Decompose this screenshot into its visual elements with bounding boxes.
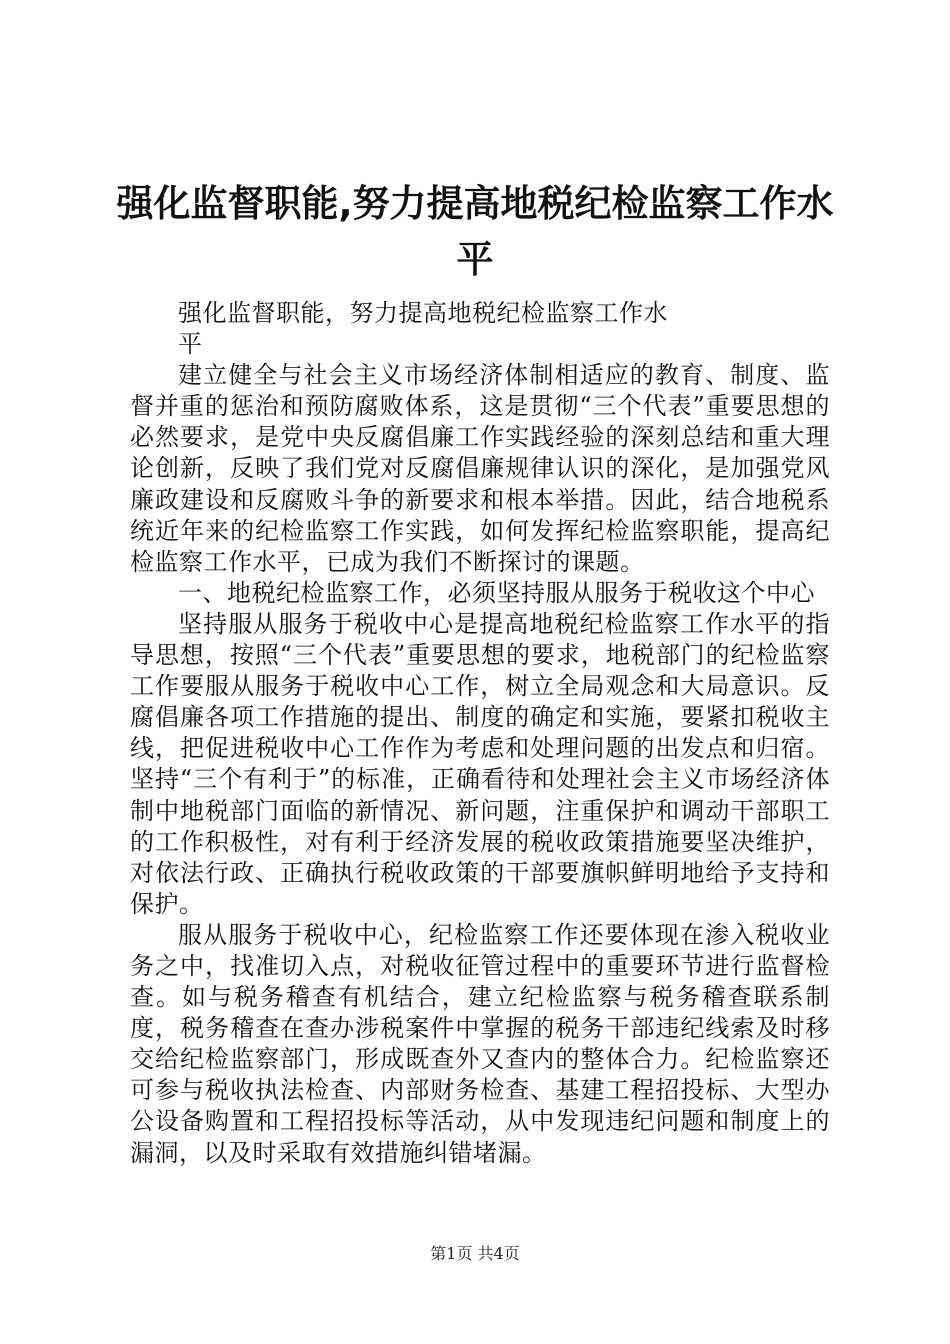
- paragraph-section-1-b: 服从服务于税收中心，纪检监察工作还要体现在渗入税收业务之中，找准切入点，对税收征管过程中的重要环节进行监督检查。如与税务稽查有机结合，建立纪检监察与税务稽查联系制度，税务稽查在查办涉税案件中掌握的税务干部违纪线索及时移交给纪检监察部门，形成既查外又查内的整体合力。纪检监察还可参与税收执法检查、内部财务检查、基建工程招投标、大型办公设备购置和工程招投标等活动，从中发现违纪问题和制度上的漏洞，以及时采取有效措施纠错堵漏。: [130, 920, 830, 1167]
- document-body: [130, 298, 830, 1169]
- document-subtitle: 强化监督职能，努力提高地税纪检监察工作水平: [178, 299, 668, 359]
- section-heading-1: 一、地税纪检监察工作，必须坚持服从服务于税收这个中心: [178, 578, 815, 607]
- page-footer: 第1页 共4页: [430, 1244, 520, 1263]
- paragraph-section-1-a: 坚持服从服务于税收中心是提高地税纪检监察工作水平的指导思想，按照“三个代表”重要思想的要求，地税部门的纪检监察工作要服从服务于税收中心工作，树立全局观念和大局意识。反腐倡廉各项工作措施的提出、制度的确定和实施，要紧扣税收主线，把促进税收中心工作作为考虑和处理问题的出发点和归宿。坚持“三个有利于”的标准，正确看待和处理社会主义市场经济体制中地税部门面临的新情况、新问题，注重保护和调动干部职工的工作积极性，对有利于经济发展的税收政策措施要坚决维护，对依法行政、正确执行税收政策的干部要旗帜鲜明地给予支持和保护。: [130, 609, 830, 918]
- document-title: 强化监督职能,努力提高地税纪检监察工作水平: [116, 182, 834, 281]
- paragraph-intro: 建立健全与社会主义市场经济体制相适应的教育、制度、监督并重的惩治和预防腐败体系，这是贯彻“三个代表”重要思想的必然要求，是党中央反腐倡廉工作实践经验的深刻总结和重大理论创新，反映了我们党对反腐倡廉规律认识的深化，是加强党风廉政建设和反腐败斗争的新要求和根本举措。因此，结合地税系统近年来的纪检监察工作实践，如何发挥纪检监察职能，提高纪检监察工作水平，已成为我们不断探讨的课题。: [130, 361, 830, 576]
